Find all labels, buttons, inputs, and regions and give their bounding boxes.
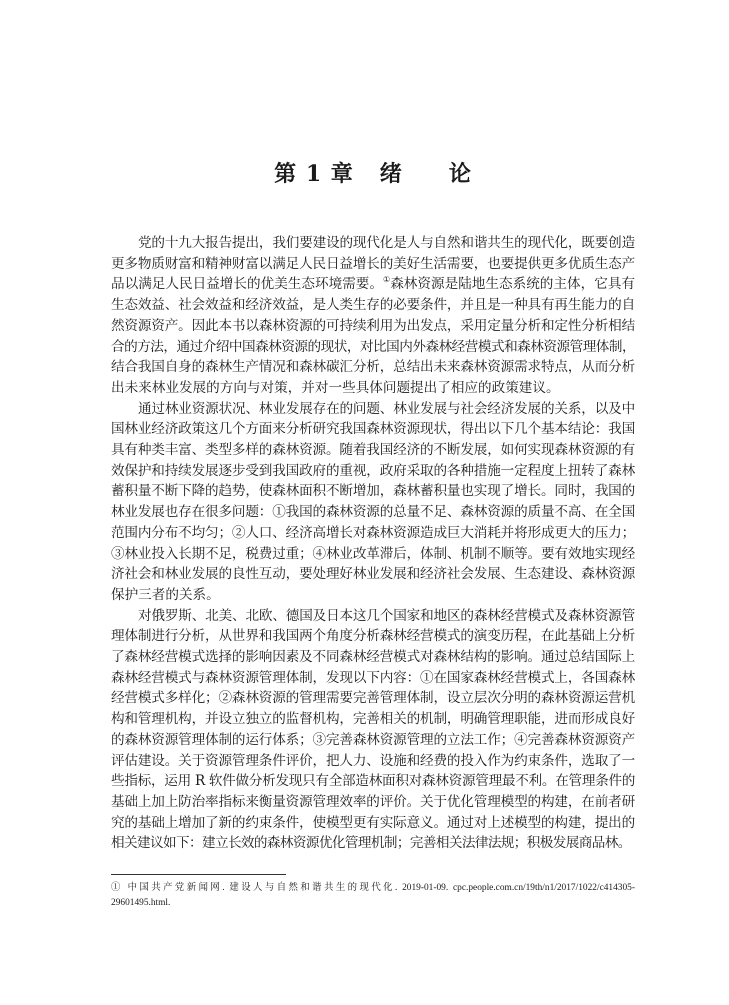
text-line: 对俄罗斯、北美、北欧、德国及日本这几个国家和地区的森林经营模式及森林资源管 <box>138 607 635 624</box>
footnote-divider <box>111 874 286 875</box>
text-line: 通过林业资源状况、林业发展存在的问题、林业发展与社会经济发展的关系，以及中 <box>138 400 635 417</box>
text-line: 党的十九大报告提出，我们要建设的现代化是人与自然和谐共生的现代化，既要创造 <box>138 235 635 251</box>
text-segment: 森林资源是陆地生态系统的主体，它具有 <box>390 276 636 293</box>
text-line: 济社会和林业发展的良性互动，要处理好林业发展和经济社会发展、生态建设、森林资源 <box>111 566 635 583</box>
text-line: 范围内分布不均匀；②人口、经济高增长对森林资源造成巨大消耗并将形成更大的压力； <box>111 524 635 541</box>
paragraph <box>111 606 635 854</box>
text-line: 更多物质财富和精神财富以满足人民日益增长的美好生活需要，也要提供更多优质生态产 <box>111 255 635 272</box>
body-text <box>111 233 635 854</box>
text-line: 结合我国自身的森林生产情况和森林碳汇分析，总结出未来森林资源需求特点，从而分析 <box>111 359 635 376</box>
text-line: 蓄积量不断下降的趋势，使森林面积不断增加，森林蓄积量也实现了增长。同时，我国的 <box>111 483 635 500</box>
chapter-number: 第 1 章 <box>274 161 354 187</box>
text-line: 经营模式多样化；②森林资源的管理需要完善管理体制，设立层次分明的森林资源运营机 <box>111 690 635 707</box>
text-line: 生态效益、社会效益和经济效益，是人类生存的必要条件，并且是一种具有再生能力的自 <box>111 297 635 314</box>
text-line: 理体制进行分析，从世界和我国两个角度分析森林经营模式的演变历程，在此基础上分析 <box>111 628 635 645</box>
footnote <box>111 881 635 911</box>
text-line: 森林经营模式与森林资源管理体制，发现以下内容：①在国家森林经营模式上，各国森林 <box>111 669 635 686</box>
text-line: 具有种类丰富、类型多样的森林资源。随着我国经济的不断发展，如何实现森林资源的有 <box>111 442 635 459</box>
text-line <box>111 274 635 295</box>
text-line: 些指标，运用 R 软件做分析发现只有全部造林面积对森林资源管理最不利。在管理条件的 <box>111 773 635 790</box>
footnote-line: 29601495.html. <box>111 898 171 909</box>
text-line: 保护三者的关系。 <box>111 586 220 603</box>
text-line: 国林业经济政策这几个方面来分析研究我国森林资源现状，得出以下几个基本结论：我国 <box>111 421 635 438</box>
text-line: 基础上加上防治率指标来衡量资源管理效率的评价。关于优化管理模型的构建，在前者研 <box>111 793 635 810</box>
chapter-title-char-1: 绪 <box>379 161 403 187</box>
text-line: 构和管理机构，并设立独立的监督机构，完善相关的机制，明确管理职能，进而形成良好 <box>111 711 635 728</box>
footnote-line: ① 中国共产党新闻网. 建设人与自然和谐共生的现代化. 2019-01-09. cpc.people.com.cn/19th/n1/2017/1022/c414305- <box>111 883 635 894</box>
text-line: 出未来林业发展的方向与对策，并对一些具体问题提出了相应的政策建议。 <box>111 379 560 396</box>
text-line: 了森林经营模式选择的影响因素及不同森林经营模式对森林结构的影响。通过总结国际上 <box>111 649 635 666</box>
text-line: 林业发展也存在很多问题：①我国的森林资源的总量不足、森林资源的质量不高、在全国 <box>111 504 635 521</box>
text-line: 相关建议如下：建立长效的森林资源优化管理机制；完善相关法律法规；积极发展商品林。 <box>111 835 631 852</box>
text-line: 评估建设。关于资源管理条件评价，把人力、设施和经费的投入作为约束条件，选取了一 <box>111 752 635 769</box>
text-line: 效保护和持续发展逐步受到我国政府的重视，政府采取的各种措施一定程度上扭转了森林 <box>111 462 635 479</box>
chapter-title-char-2: 论 <box>448 161 472 187</box>
footnote-reference[interactable]: ① <box>383 275 391 285</box>
paragraph <box>111 399 635 606</box>
text-line: 然资源资产。因此本书以森林资源的可持续利用为出发点，采用定量分析和定性分析相结 <box>111 317 635 334</box>
paragraph <box>111 233 635 399</box>
text-segment: 品以满足人民日益增长的优美生态环境需要。 <box>111 276 384 293</box>
chapter-title <box>111 160 635 188</box>
text-line: ③林业投入长期不足，税费过重；④林业改革滞后，体制、机制不顺等。要有效地实现经 <box>111 545 635 562</box>
text-line: 合的方法，通过介绍中国森林资源的现状，对比国内外森林经营模式和森林资源管理体制， <box>111 338 635 355</box>
text-line: 究的基础上增加了新的约束条件，使模型更有实际意义。通过对上述模型的构建，提出的 <box>111 814 635 831</box>
text-line: 的森林资源管理体制的运行体系；③完善森林资源管理的立法工作；④完善森林资源资产 <box>111 731 635 748</box>
